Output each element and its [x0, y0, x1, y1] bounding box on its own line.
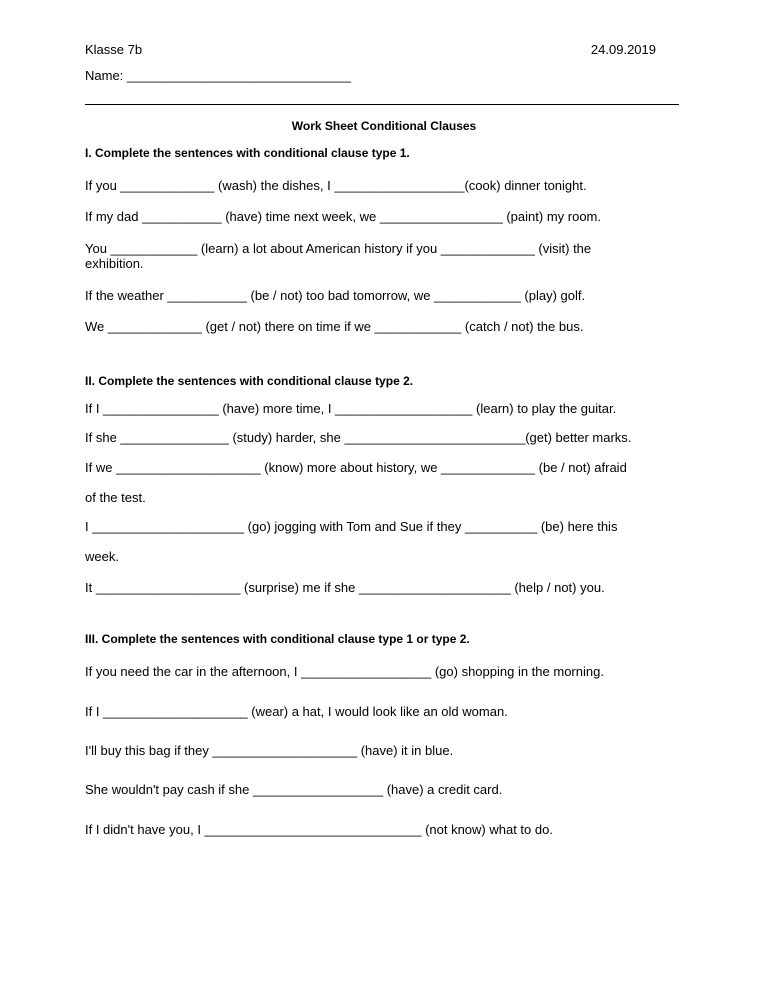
exercise-line: She wouldn't pay cash if she __________________ (have) a credit card.	[85, 782, 503, 797]
exercise-line: If I ________________ (have) more time, I ___________________ (learn) to play the guitar.	[85, 401, 617, 416]
exercise-line: I _____________________ (go) jogging with Tom and Sue if they __________ (be) here this	[85, 519, 618, 534]
exercise-line: I'll buy this bag if they ____________________ (have) it in blue.	[85, 743, 454, 758]
section-2-heading: II. Complete the sentences with conditional clause type 2.	[85, 374, 414, 388]
section-1-heading: I. Complete the sentences with conditional clause type 1.	[85, 146, 410, 160]
exercise-line: If you _____________ (wash) the dishes, I __________________(cook) dinner tonight.	[85, 178, 587, 193]
exercise-line: of the test.	[85, 490, 146, 505]
exercise-line: It ____________________ (surprise) me if she _____________________ (help / not) you.	[85, 580, 605, 595]
exercise-line: If we ____________________ (know) more about history, we _____________ (be / not) afraid	[85, 460, 627, 475]
date-label: 24.09.2019	[590, 42, 656, 57]
exercise-line: exhibition.	[85, 256, 144, 271]
exercise-line: If you need the car in the afternoon, I __________________ (go) shopping in the morning.	[85, 664, 604, 679]
header-divider	[85, 104, 679, 105]
page-title: Work Sheet Conditional Clauses	[291, 119, 477, 133]
exercise-line: If I ____________________ (wear) a hat, I would look like an old woman.	[85, 704, 508, 719]
exercise-line: If she _______________ (study) harder, she _________________________(get) better marks.	[85, 430, 632, 445]
exercise-line: If I didn't have you, I ______________________________ (not know) what to do.	[85, 822, 553, 837]
class-label: Klasse 7b	[85, 42, 143, 57]
section-3-heading: III. Complete the sentences with conditional clause type 1 or type 2.	[85, 632, 470, 646]
exercise-line: If my dad ___________ (have) time next week, we _________________ (paint) my room.	[85, 209, 601, 224]
name-line: Name: _______________________________	[85, 68, 352, 83]
exercise-line: week.	[85, 549, 119, 564]
exercise-line: We _____________ (get / not) there on time if we ____________ (catch / not) the bus.	[85, 319, 584, 334]
exercise-line: You ____________ (learn) a lot about American history if you _____________ (visit) the	[85, 241, 592, 256]
exercise-line: If the weather ___________ (be / not) too bad tomorrow, we ____________ (play) golf.	[85, 288, 586, 303]
